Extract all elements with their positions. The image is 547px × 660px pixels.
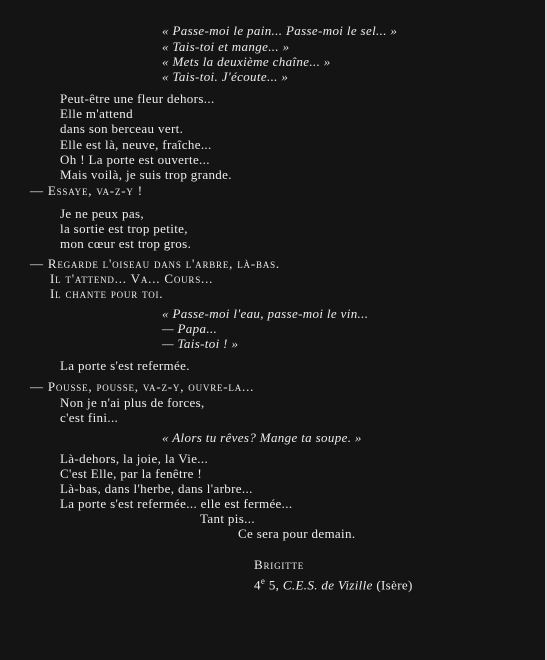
poem-line: Tant pis... [200,511,255,526]
poem-line: Je ne peux pas, [60,206,144,221]
poem-line: « Passe-moi le pain... Passe-moi le sel... » [162,23,398,38]
poem-line: Ce sera pour demain. [238,526,356,541]
poem-line: « Mets la deuxième chaîne... » [162,54,331,69]
poem-line: la sortie est trop petite, [60,221,188,236]
poem-line: La porte s'est refermée. [60,358,190,373]
poem-line: « Passe-moi l'eau, passe-moi le vin... [162,306,369,321]
dialogue-pousse: — Pousse, pousse, va-z-y, ouvre-la... [30,379,255,394]
poem-line: Mais voilà, je suis trop grande. [60,167,232,182]
class-superscript: e [260,576,266,586]
poem-line: — Regarde l'oiseau dans l'arbre, là-bas. [30,256,280,271]
dialogue-soupe: « Alors tu rêves? Mange ta soupe. » [162,430,362,445]
poem-line: Là-dehors, la joie, la Vie... [60,451,209,466]
poem-line: Non je n'ai plus de forces, [60,395,205,410]
poem-line: Peut-être une fleur dehors... [60,91,215,106]
poem-line: La porte s'est refermée... elle est fermée... [60,496,293,511]
poem-line: c'est fini... [60,410,119,425]
school-name: C.E.S. de Vizille [282,577,373,593]
poem-line: — Papa... [162,321,218,336]
poem-line: « Tais-toi et mange... » [162,39,290,54]
poem-line: Il chante pour toi. [50,286,164,301]
poem-line: C'est Elle, par la fenêtre ! [60,466,203,481]
poem-line: Là-bas, dans l'herbe, dans l'arbre... [60,481,253,496]
author-name: Brigitte [254,557,305,572]
dialogue-essaye: — Essaye, va-z-y ! [30,183,143,198]
class-rest: 5, [265,577,283,593]
poem-line: Il t'attend... Va... Cours... [50,271,214,286]
author-class-school [254,573,413,593]
poem-line: Elle m'attend [60,106,133,121]
class-number: 4 [254,577,261,593]
poem-line: — Tais-toi ! » [162,336,239,351]
poem-line: mon cœur est trop gros. [60,236,192,251]
school-region: (Isère) [372,577,413,593]
poem-line: dans son berceau vert. [60,121,184,136]
poem-line: « Tais-toi. J'écoute... » [162,69,289,84]
poem-line: Elle est là, neuve, fraîche... [60,137,212,152]
poem-line: Oh ! La porte est ouverte... [60,152,210,167]
